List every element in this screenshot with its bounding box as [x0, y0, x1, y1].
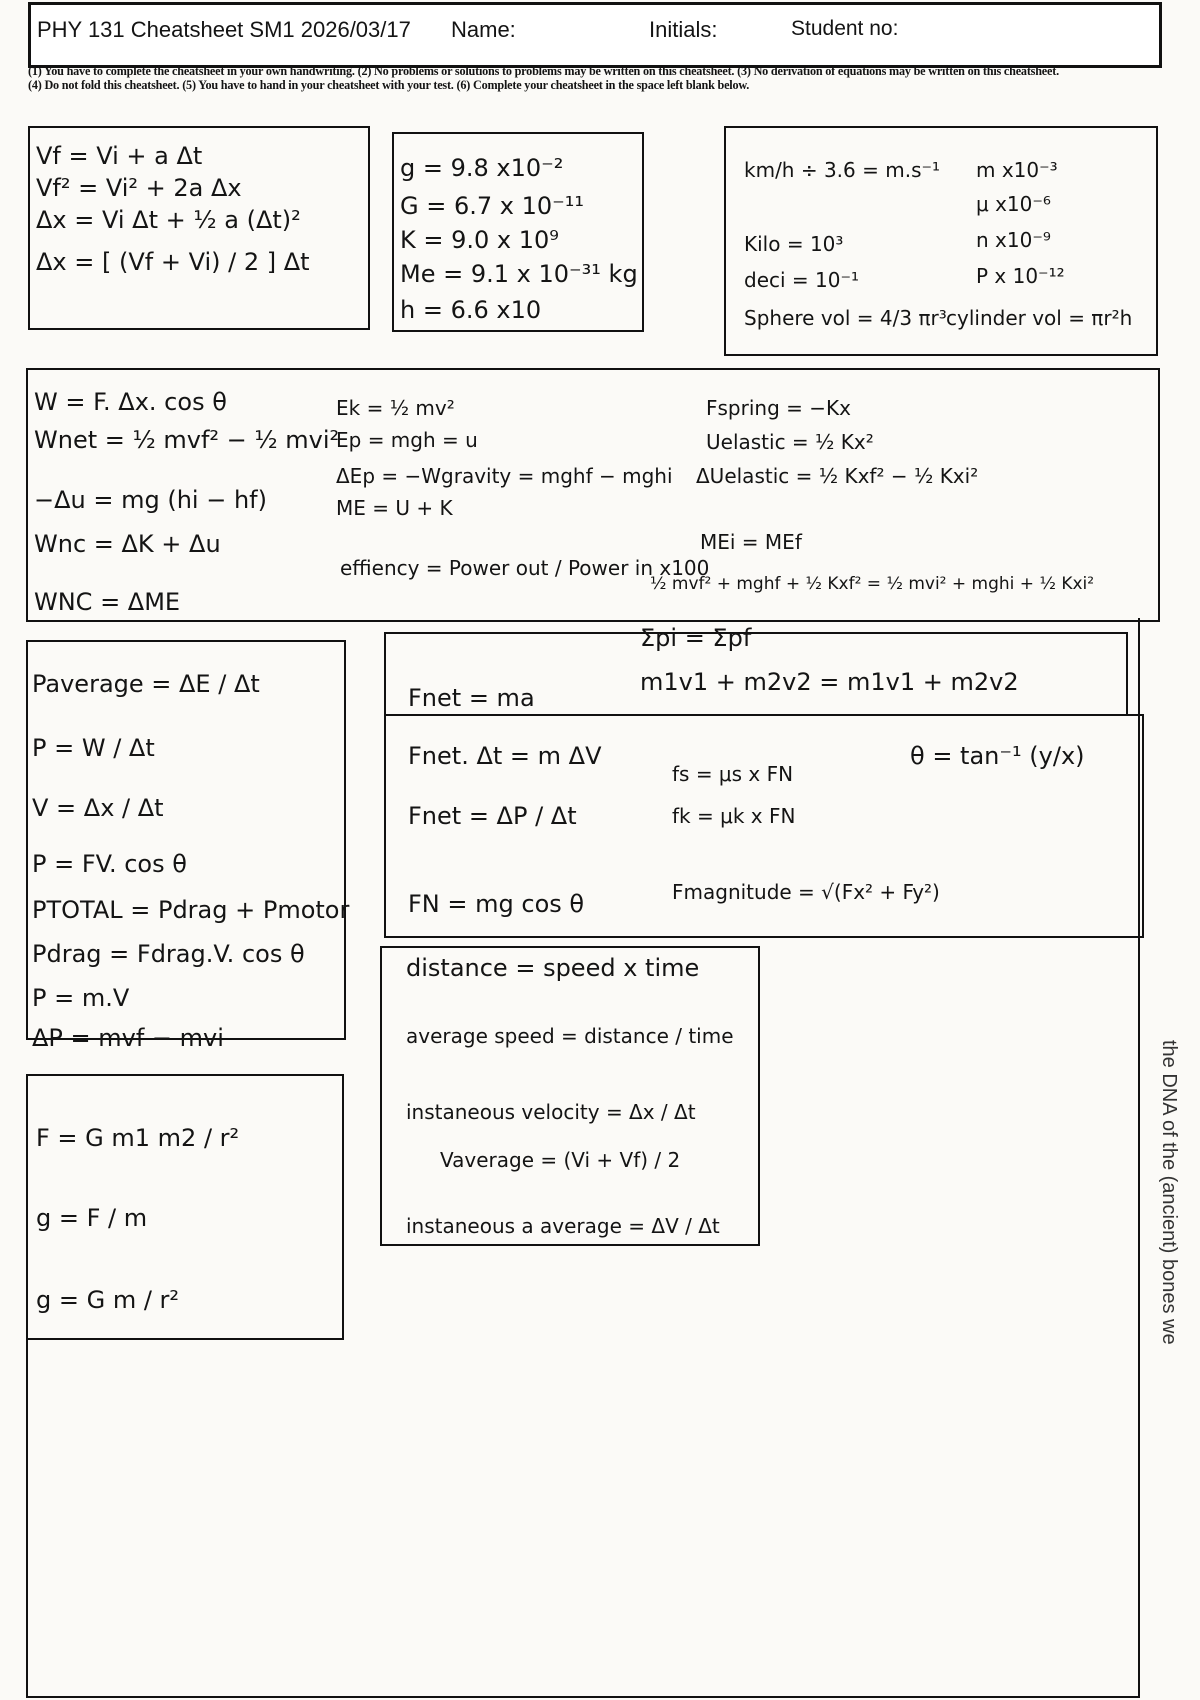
en-uelastic: Uelastic = ½ Kx² — [706, 430, 874, 454]
initials-label: Initials: — [649, 17, 718, 42]
rules-line-1: (1) You have to complete the cheatsheet in your own handwriting. (2) No problems or solutions to problems may be written on this cheatsheet. (3) No derivation of equations may be written on this cheatsheet. — [28, 64, 1059, 78]
page-border-left — [26, 1336, 28, 1698]
const-Me: Me = 9.1 x 10⁻³¹ kg — [400, 260, 638, 288]
student-no-label: Student no: — [791, 17, 899, 40]
en-work: W = F. Δx. cos θ — [34, 388, 227, 416]
f-theta: θ = tan⁻¹ (y/x) — [910, 742, 1085, 770]
en-mei: MEi = MEf — [700, 530, 802, 554]
sp-distance: distance = speed x time — [406, 954, 700, 982]
en-duelastic: ΔUelastic = ½ Kxf² − ½ Kxi² — [696, 464, 979, 488]
header-box — [28, 2, 1162, 68]
en-wnc1: Wnc = ΔK + Δu — [34, 530, 221, 558]
rules-text — [28, 64, 1158, 92]
unit-nano: n x10⁻⁹ — [976, 228, 1051, 252]
f-magnitude: Fmagnitude = √(Fx² + Fy²) — [672, 880, 940, 904]
unit-cylinder: cylinder vol = πr²h — [946, 306, 1133, 330]
page-border-bottom — [26, 1696, 1138, 1698]
pw-work-time: P = W / Δt — [32, 734, 155, 762]
f-kinetic: fk = μk x FN — [672, 804, 796, 828]
grav-g-gm: g = G m / r² — [36, 1286, 180, 1314]
en-du: −Δu = mg (hi − hf) — [34, 486, 267, 514]
pw-dp: ΔP = mvf − mvi — [32, 1024, 224, 1052]
grav-force: F = G m1 m2 / r² — [36, 1124, 240, 1152]
course-date-title: PHY 131 Cheatsheet SM1 2026/03/17 — [37, 17, 411, 42]
grav-g-fm: g = F / m — [36, 1204, 148, 1232]
f-impulse: Fnet. Δt = m ΔV — [408, 742, 602, 770]
pw-average: Paverage = ΔE / Δt — [32, 670, 260, 698]
f-static: fs = μs x FN — [672, 762, 794, 786]
pw-total: PTOTAL = Pdrag + Pmotor — [32, 896, 350, 924]
pw-momentum: P = m.V — [32, 984, 130, 1012]
en-dep: ΔEp = −Wgravity = mghf − mghi — [336, 464, 673, 488]
pw-drag: Pdrag = Fdrag.V. cos θ — [32, 940, 305, 968]
name-label: Name: — [451, 17, 516, 42]
en-ep: Ep = mgh = u — [336, 428, 478, 452]
en-me-conservation: ½ mvf² + mghf + ½ Kxf² = ½ mvi² + mghi + ½ Kxi² — [650, 574, 1095, 594]
kin-dx1: Δx = Vi Δt + ½ a (Δt)² — [36, 206, 301, 234]
f-normal: FN = mg cos θ — [408, 890, 585, 918]
speed-box — [380, 946, 760, 1246]
margin-bleed-text: the DNA of the (ancient) bones we — [1158, 1040, 1180, 1345]
unit-micro: μ x10⁻⁶ — [976, 192, 1051, 216]
en-ek: Ek = ½ mv² — [336, 396, 455, 420]
mom-sum: Σpi = Σpf — [640, 624, 752, 652]
sp-vaverage: Vaverage = (Vi + Vf) / 2 — [440, 1148, 681, 1172]
unit-deci: deci = 10⁻¹ — [744, 268, 860, 292]
unit-kilo: Kilo = 10³ — [744, 232, 844, 256]
en-efficiency: effiency = Power out / Power in x100 — [340, 556, 710, 580]
unit-kmh: km/h ÷ 3.6 = m.s⁻¹ — [744, 158, 941, 182]
kin-vf: Vf = Vi + a Δt — [36, 142, 203, 170]
pw-fv: P = FV. cos θ — [32, 850, 187, 878]
kin-vf2: Vf² = Vi² + 2a Δx — [36, 174, 242, 202]
sp-average: average speed = distance / time — [406, 1024, 734, 1048]
mom-cons: m1v1 + m2v2 = m1v1 + m2v2 — [640, 668, 1019, 696]
f-net-dp: Fnet = ΔP / Δt — [408, 802, 577, 830]
kin-dx2: Δx = [ (Vf + Vi) / 2 ] Δt — [36, 248, 310, 276]
pw-velocity: V = Δx / Δt — [32, 794, 164, 822]
const-h: h = 6.6 x10 — [400, 296, 542, 324]
power-box — [26, 640, 346, 1040]
en-wnc2: WNC = ΔME — [34, 588, 181, 616]
unit-sphere: Sphere vol = 4/3 πr³ — [744, 306, 947, 330]
en-fspring: Fspring = −Kx — [706, 396, 851, 420]
const-G: G = 6.7 x 10⁻¹¹ — [400, 192, 585, 220]
f-net: Fnet = ma — [408, 684, 535, 712]
unit-milli: m x10⁻³ — [976, 158, 1058, 182]
sp-instant-acceleration: instaneous a average = ΔV / Δt — [406, 1214, 720, 1238]
unit-pico: P x 10⁻¹² — [976, 264, 1065, 288]
rules-line-2: (4) Do not fold this cheatsheet. (5) You have to hand in your cheatsheet with your test. (6) Complete your cheatsheet in the space left blank below. — [28, 78, 750, 92]
en-me: ME = U + K — [336, 496, 453, 520]
sp-instant-velocity: instaneous velocity = Δx / Δt — [406, 1100, 696, 1124]
const-g: g = 9.8 x10⁻² — [400, 154, 564, 182]
const-K: K = 9.0 x 10⁹ — [400, 226, 559, 254]
en-wnet: Wnet = ½ mvf² − ½ mvi² — [34, 426, 340, 454]
page-border-right — [1138, 618, 1140, 1698]
